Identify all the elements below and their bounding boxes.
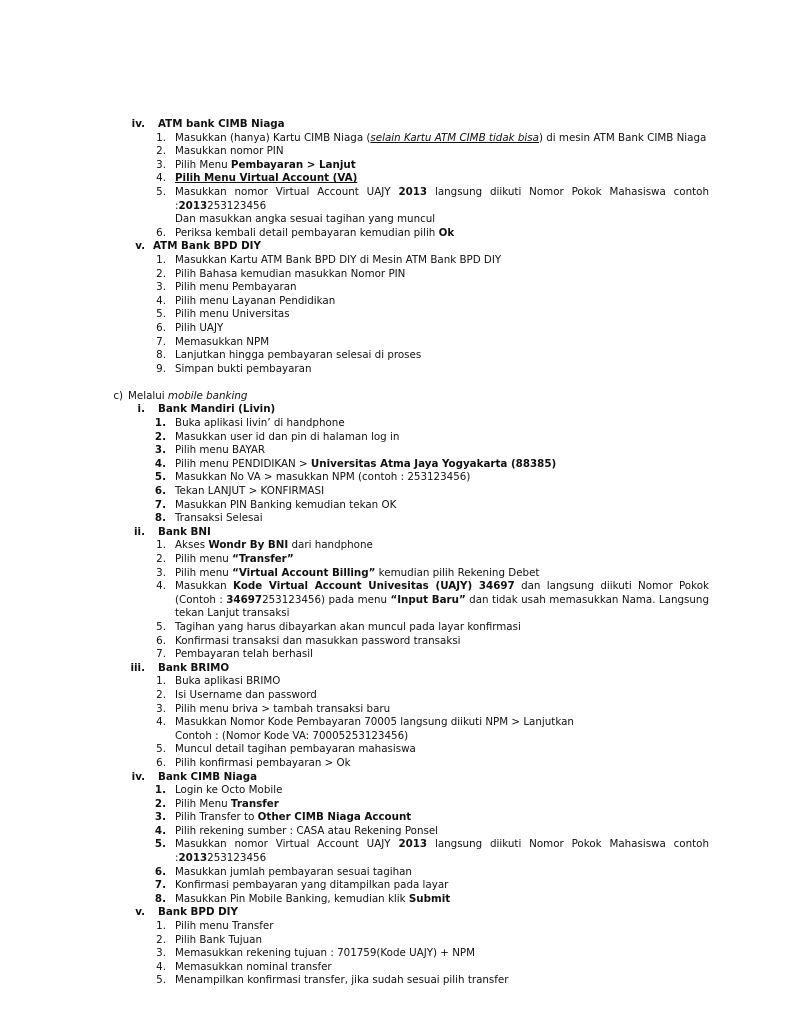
text-run: Pembayaran telah berhasil bbox=[175, 648, 313, 661]
list-marker: 5. bbox=[156, 620, 166, 633]
list-marker: 5. bbox=[156, 308, 166, 321]
line-text bbox=[175, 852, 266, 866]
line-text bbox=[175, 485, 324, 499]
list-item-continuation bbox=[0, 594, 791, 608]
list-marker: iv. bbox=[131, 118, 145, 130]
text-run: Tagihan yang harus dibayarkan akan muncul pada layar konfirmasi bbox=[175, 620, 521, 633]
text-run: tekan Lanjut transaksi bbox=[175, 607, 290, 620]
text-run: Pilih menu PENDIDIKAN > bbox=[175, 457, 311, 470]
list-item bbox=[0, 743, 791, 757]
text-run: Akses bbox=[175, 539, 209, 552]
line-text bbox=[175, 893, 450, 907]
line-text bbox=[175, 635, 461, 649]
text-run: Pilih Bank Tujuan bbox=[175, 933, 262, 946]
list-marker: 2. bbox=[156, 688, 166, 701]
line-text bbox=[158, 118, 285, 132]
line-text bbox=[153, 240, 261, 254]
text-run: Contoh : (Nomor Kode VA: 70005253123456) bbox=[175, 729, 409, 742]
text-run: : bbox=[175, 852, 179, 865]
list-marker: 1. bbox=[156, 675, 166, 688]
list-marker: 2. bbox=[156, 553, 166, 565]
text-run: Menampilkan konfirmasi transfer, jika sudah sesuai pilih transfer bbox=[175, 974, 509, 987]
line-text bbox=[175, 689, 317, 703]
list-marker: 7. bbox=[154, 879, 166, 892]
section-heading bbox=[0, 403, 791, 417]
list-item bbox=[0, 295, 791, 309]
line-text bbox=[175, 675, 280, 689]
list-item bbox=[0, 471, 791, 485]
line-text bbox=[175, 621, 521, 635]
list-marker: 3. bbox=[154, 811, 166, 824]
line-text bbox=[175, 227, 454, 241]
list-item bbox=[0, 798, 791, 812]
text-run: ATM bank CIMB Niaga bbox=[158, 118, 285, 130]
line-text bbox=[175, 648, 313, 662]
text-run: (Contoh : bbox=[175, 593, 227, 606]
text-run: selain Kartu ATM CIMB tidak bisa bbox=[370, 131, 539, 144]
text-run: Masukkan jumlah pembayaran sesuai tagihan bbox=[175, 865, 412, 878]
line-text bbox=[128, 390, 247, 404]
line-text bbox=[175, 336, 269, 350]
line-text bbox=[175, 471, 470, 485]
text-run: Bank Mandiri (Livin) bbox=[158, 403, 276, 416]
list-item bbox=[0, 349, 791, 363]
line-text bbox=[175, 961, 332, 975]
line-text bbox=[175, 444, 265, 458]
list-marker: 9. bbox=[156, 362, 166, 375]
text-run: Masukkan nomor Virtual Account UAJY bbox=[175, 185, 399, 198]
text-run: Melalui bbox=[128, 389, 168, 402]
line-text bbox=[175, 132, 706, 146]
text-run: Periksa kembali detail pembayaran kemudian pilih bbox=[175, 226, 439, 239]
text-run: 2013 bbox=[398, 185, 428, 198]
list-item bbox=[0, 893, 791, 907]
list-item bbox=[0, 920, 791, 934]
text-run: Bank BPD DIY bbox=[158, 906, 238, 919]
line-text bbox=[175, 757, 351, 771]
line-text bbox=[175, 281, 297, 295]
list-marker: 3. bbox=[156, 566, 166, 579]
text-run: Pilih menu bbox=[175, 553, 233, 565]
text-run: Masukkan Nomor Kode Pembayaran 70005 langsung diikuti NPM > Lanjutkan bbox=[175, 716, 574, 729]
line-text bbox=[158, 771, 257, 785]
list-item bbox=[0, 431, 791, 445]
line-text bbox=[158, 526, 211, 540]
list-marker: 4. bbox=[156, 716, 166, 729]
list-item bbox=[0, 689, 791, 703]
text-run: langsung diikuti Nomor Pokok Mahasiswa contoh bbox=[427, 838, 709, 851]
list-marker: 6. bbox=[156, 756, 166, 769]
text-run: Login ke Octo Mobile bbox=[175, 784, 283, 797]
list-marker: 2. bbox=[154, 797, 166, 810]
list-marker: 5. bbox=[156, 974, 166, 987]
list-marker: 3. bbox=[156, 281, 166, 294]
list-item bbox=[0, 186, 791, 200]
text-run: Pembayaran > Lanjut bbox=[230, 158, 356, 171]
list-marker: 2. bbox=[156, 933, 166, 946]
list-item bbox=[0, 621, 791, 635]
list-marker: 8. bbox=[154, 892, 166, 905]
line-text bbox=[175, 268, 405, 282]
line-text bbox=[175, 159, 356, 173]
list-marker: 3. bbox=[156, 158, 166, 171]
text-run: Konfirmasi transaksi dan masukkan password transaksi bbox=[175, 634, 461, 647]
list-marker: ii. bbox=[134, 525, 145, 538]
text-run: Buka aplikasi livin’ di handphone bbox=[175, 417, 345, 430]
line-text bbox=[175, 580, 709, 594]
list-marker: 1. bbox=[156, 920, 166, 933]
list-marker: 4. bbox=[156, 960, 166, 973]
list-item bbox=[0, 648, 791, 662]
list-item bbox=[0, 635, 791, 649]
list-marker: 3. bbox=[156, 702, 166, 715]
list-marker: 5. bbox=[156, 185, 166, 198]
list-marker: v. bbox=[135, 906, 145, 919]
list-item bbox=[0, 539, 791, 553]
line-text bbox=[175, 145, 284, 159]
line-text bbox=[175, 512, 263, 526]
text-run: dan langsung diikuti Nomor Pokok bbox=[521, 580, 709, 593]
list-item bbox=[0, 308, 791, 322]
text-run: Pilih menu BAYAR bbox=[175, 444, 266, 457]
list-marker: 3. bbox=[154, 444, 166, 457]
list-marker: 2. bbox=[156, 267, 166, 280]
section-heading bbox=[0, 240, 791, 254]
list-marker: 5. bbox=[154, 838, 166, 851]
text-run: Pilih Menu bbox=[175, 158, 231, 171]
text-run: Bank BRIMO bbox=[158, 661, 230, 674]
line-text bbox=[175, 172, 357, 186]
text-run: Kode Virtual Account Univesitas (UAJY) 34697 bbox=[233, 580, 515, 593]
list-item-continuation bbox=[0, 852, 791, 866]
text-run: Bank BNI bbox=[158, 525, 211, 538]
line-text bbox=[175, 866, 412, 880]
text-run: Lanjutkan hingga pembayaran selesai di proses bbox=[175, 349, 422, 362]
line-text bbox=[175, 567, 539, 581]
text-run: Pilih konfirmasi pembayaran > Ok bbox=[175, 756, 351, 769]
list-item bbox=[0, 553, 791, 567]
line-text bbox=[175, 295, 335, 309]
line-text bbox=[175, 349, 421, 363]
list-marker: iii. bbox=[130, 661, 145, 674]
list-item bbox=[0, 417, 791, 431]
text-run: 253123456 bbox=[207, 199, 267, 212]
line-text bbox=[175, 322, 223, 336]
list-marker: c) bbox=[113, 389, 123, 402]
list-marker: 1. bbox=[154, 417, 166, 430]
line-text bbox=[175, 458, 556, 472]
text-run: Pilih Menu bbox=[175, 797, 231, 810]
line-text bbox=[175, 553, 294, 567]
list-marker: 1. bbox=[156, 253, 166, 266]
text-run: Pilih menu Layanan Pendidikan bbox=[175, 294, 336, 307]
text-run: Universitas Atma Jaya Yogyakarta (88385) bbox=[310, 457, 557, 470]
list-item bbox=[0, 172, 791, 186]
list-item bbox=[0, 336, 791, 350]
line-text bbox=[175, 716, 574, 730]
text-run: “Virtual Account Billing” bbox=[232, 566, 376, 579]
list-marker: 7. bbox=[156, 335, 166, 348]
section-heading bbox=[0, 906, 791, 920]
text-run: Masukkan bbox=[175, 580, 234, 593]
list-marker: 2. bbox=[156, 145, 166, 158]
text-run: Pilih UAJY bbox=[175, 321, 224, 334]
line-text bbox=[175, 417, 345, 431]
list-marker: 2. bbox=[154, 430, 166, 443]
text-run: Pilih rekening sumber : CASA atau Rekening Ponsel bbox=[175, 824, 439, 837]
text-run: Other CIMB Niaga Account bbox=[257, 811, 412, 824]
line-text bbox=[175, 743, 416, 757]
list-item bbox=[0, 947, 791, 961]
list-item bbox=[0, 444, 791, 458]
line-text bbox=[175, 838, 709, 852]
list-item bbox=[0, 458, 791, 472]
list-marker: 4. bbox=[156, 580, 166, 593]
blank-line bbox=[0, 376, 791, 390]
line-text bbox=[175, 594, 709, 608]
text-run: Pilih menu bbox=[175, 566, 233, 579]
list-marker: 1. bbox=[156, 131, 166, 144]
text-run: 253123456 bbox=[207, 852, 267, 865]
list-marker: 6. bbox=[154, 865, 166, 878]
text-run: Pilih menu Pembayaran bbox=[175, 281, 297, 294]
text-run: Konfirmasi pembayaran yang ditampilkan pada layar bbox=[175, 879, 449, 892]
line-text bbox=[175, 200, 266, 214]
text-run: Pilih Menu Virtual Account (VA) bbox=[175, 172, 358, 185]
line-text bbox=[175, 186, 709, 200]
list-item bbox=[0, 132, 791, 146]
list-marker: 5. bbox=[154, 471, 166, 484]
line-text bbox=[158, 906, 238, 920]
list-item bbox=[0, 268, 791, 282]
list-item-continuation bbox=[0, 213, 791, 227]
text-run: mobile banking bbox=[167, 389, 248, 402]
line-text bbox=[175, 934, 262, 948]
list-item bbox=[0, 145, 791, 159]
list-item bbox=[0, 322, 791, 336]
line-text bbox=[175, 825, 438, 839]
list-item bbox=[0, 934, 791, 948]
list-item bbox=[0, 703, 791, 717]
list-item bbox=[0, 363, 791, 377]
line-text bbox=[175, 947, 475, 961]
text-run: dari handphone bbox=[288, 539, 373, 552]
list-marker: 4. bbox=[156, 172, 166, 185]
text-run: : bbox=[175, 199, 179, 212]
text-run: 2013 bbox=[398, 838, 428, 851]
list-marker: 3. bbox=[156, 947, 166, 960]
text-run: Transaksi Selesai bbox=[175, 512, 263, 525]
text-run: dan tidak usah memasukkan Nama. Langsung bbox=[465, 593, 709, 606]
line-text bbox=[175, 920, 273, 934]
list-item bbox=[0, 838, 791, 852]
list-item bbox=[0, 512, 791, 526]
text-run: Dan masukkan angka sesuai tagihan yang muncul bbox=[175, 213, 436, 226]
list-marker: 8. bbox=[156, 349, 166, 362]
text-run: ) di mesin ATM Bank CIMB Niaga bbox=[538, 131, 707, 144]
line-text bbox=[175, 308, 290, 322]
list-item bbox=[0, 675, 791, 689]
list-item bbox=[0, 227, 791, 241]
document-page bbox=[0, 118, 791, 988]
list-item bbox=[0, 485, 791, 499]
list-item-continuation bbox=[0, 607, 791, 621]
text-run: 253123456) pada menu bbox=[262, 593, 391, 606]
list-marker: v. bbox=[135, 240, 145, 253]
section-heading bbox=[0, 771, 791, 785]
text-run: Memasukkan NPM bbox=[175, 335, 270, 348]
list-marker: 1. bbox=[154, 784, 166, 797]
list-marker: 6. bbox=[156, 226, 166, 239]
text-run: 2013 bbox=[178, 199, 208, 212]
text-run: 34697 bbox=[226, 593, 263, 606]
line-text bbox=[175, 879, 448, 893]
list-marker: 4. bbox=[154, 457, 166, 470]
list-item bbox=[0, 580, 791, 594]
section-heading bbox=[0, 526, 791, 540]
list-marker: 8. bbox=[154, 512, 166, 525]
text-run: Transfer bbox=[230, 797, 279, 810]
section-heading bbox=[0, 390, 791, 404]
text-run: Isi Username dan password bbox=[175, 688, 317, 701]
list-item bbox=[0, 784, 791, 798]
line-text bbox=[175, 974, 508, 988]
line-text bbox=[175, 730, 408, 744]
list-item bbox=[0, 159, 791, 173]
text-run: Masukkan No VA > masukkan NPM (contoh : 253123456) bbox=[175, 471, 471, 484]
list-item bbox=[0, 567, 791, 581]
text-run: Pilih menu Universitas bbox=[175, 308, 290, 321]
text-run: Pilih menu Transfer bbox=[175, 920, 274, 933]
text-run: langsung diikuti Nomor Pokok Mahasiswa contoh bbox=[427, 185, 709, 198]
list-item bbox=[0, 281, 791, 295]
text-run: Masukkan Kartu ATM Bank BPD DIY di Mesin ATM Bank BPD DIY bbox=[175, 253, 502, 266]
text-run: Pilih Transfer to bbox=[175, 811, 258, 824]
text-run: Bank CIMB Niaga bbox=[158, 770, 258, 783]
list-item bbox=[0, 716, 791, 730]
line-text bbox=[175, 811, 411, 825]
list-item bbox=[0, 879, 791, 893]
list-marker: 6. bbox=[154, 485, 166, 498]
list-item bbox=[0, 254, 791, 268]
list-item bbox=[0, 974, 791, 988]
section-heading bbox=[0, 662, 791, 676]
line-text bbox=[158, 662, 229, 676]
text-run: Masukkan Pin Mobile Banking, kemudian klik bbox=[175, 892, 409, 905]
line-text bbox=[175, 431, 399, 445]
text-run: Submit bbox=[408, 892, 451, 905]
list-marker: i. bbox=[137, 403, 145, 416]
line-text bbox=[158, 403, 275, 417]
text-run: kemudian pilih Rekening Debet bbox=[375, 566, 540, 579]
text-run: Pilih menu briva > tambah transaksi baru bbox=[175, 702, 391, 715]
text-run: Masukkan PIN Banking kemudian tekan OK bbox=[175, 498, 397, 511]
line-text bbox=[175, 213, 435, 227]
text-run: Tekan LANJUT > KONFIRMASI bbox=[175, 485, 325, 498]
text-run: “Input Baru” bbox=[390, 593, 466, 606]
list-marker: iv. bbox=[131, 770, 145, 783]
text-run: ATM Bank BPD DIY bbox=[153, 240, 261, 253]
list-item bbox=[0, 811, 791, 825]
text-run: Masukkan user id dan pin di halaman log in bbox=[175, 430, 400, 443]
text-run: Memasukkan nominal transfer bbox=[175, 960, 332, 973]
list-item bbox=[0, 825, 791, 839]
list-marker: 4. bbox=[154, 824, 166, 837]
line-text bbox=[175, 607, 290, 621]
line-text bbox=[175, 363, 312, 377]
list-item-continuation bbox=[0, 730, 791, 744]
line-text bbox=[175, 784, 282, 798]
text-run: Masukkan (hanya) Kartu CIMB Niaga ( bbox=[175, 131, 371, 144]
list-marker: 7. bbox=[154, 498, 166, 511]
text-run: Muncul detail tagihan pembayaran mahasiswa bbox=[175, 743, 416, 756]
text-run: 2013 bbox=[178, 852, 208, 865]
line-text bbox=[175, 499, 396, 513]
line-text bbox=[175, 254, 501, 268]
line-text bbox=[175, 703, 390, 717]
list-item bbox=[0, 499, 791, 513]
text-run: Memasukkan rekening tujuan : 701759(Kode UAJY) + NPM bbox=[175, 947, 476, 960]
text-run: Ok bbox=[438, 226, 455, 239]
list-marker: 1. bbox=[156, 539, 166, 552]
list-marker: 5. bbox=[156, 743, 166, 756]
section-heading bbox=[0, 118, 791, 132]
line-text bbox=[175, 539, 373, 553]
list-marker: 6. bbox=[156, 634, 166, 647]
text-run: Pilih Bahasa kemudian masukkan Nomor PIN bbox=[175, 267, 406, 280]
list-marker: 7. bbox=[156, 648, 166, 661]
list-item bbox=[0, 866, 791, 880]
text-run: “Transfer” bbox=[232, 553, 294, 565]
list-marker: 4. bbox=[156, 294, 166, 307]
list-marker: 6. bbox=[156, 321, 166, 334]
text-run: Masukkan nomor Virtual Account UAJY bbox=[175, 838, 399, 851]
text-run: Masukkan nomor PIN bbox=[175, 145, 284, 158]
list-item bbox=[0, 961, 791, 975]
list-item-continuation bbox=[0, 200, 791, 214]
text-run: Wondr By BNI bbox=[208, 539, 289, 552]
line-text bbox=[175, 798, 279, 812]
text-run: Simpan bukti pembayaran bbox=[175, 362, 312, 375]
text-run: Buka aplikasi BRIMO bbox=[175, 675, 281, 688]
list-item bbox=[0, 757, 791, 771]
